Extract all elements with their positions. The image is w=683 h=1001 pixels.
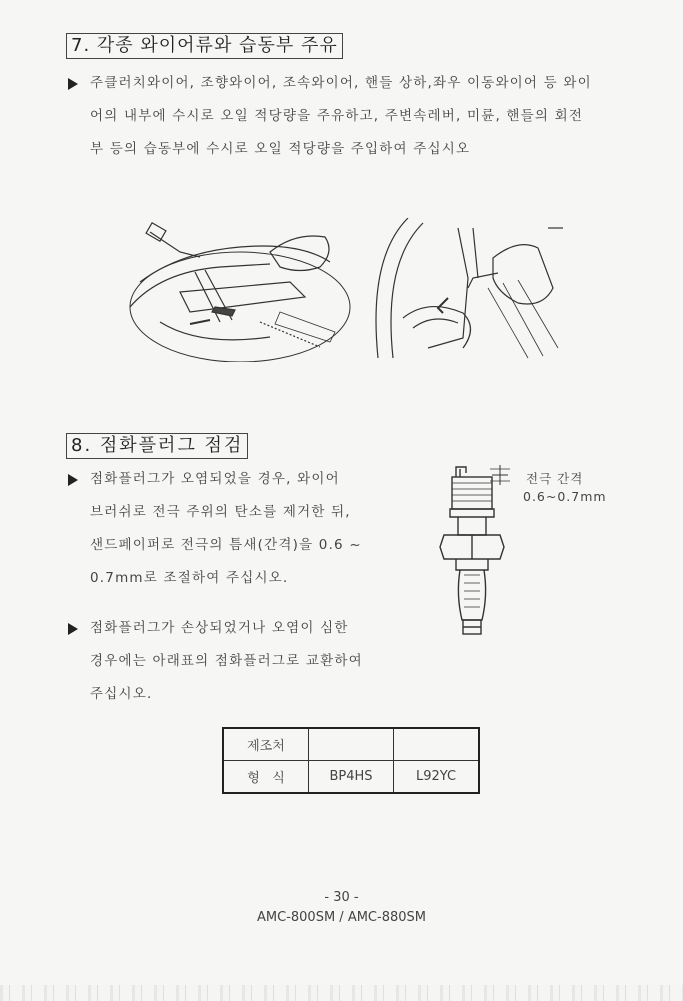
paragraph-line: 주클러치와이어, 조향와이어, 조속와이어, 핸들 상하,좌우 이동와이어 등 와이 xyxy=(90,75,592,91)
paragraph-line: 샌드페이퍼로 전극의 틈새(간격)을 0.6 ~ xyxy=(90,537,362,553)
paragraph-line: 어의 내부에 수시로 오일 적당량을 주유하고, 주변속레버, 미륜, 핸들의 회전 xyxy=(90,108,584,124)
paragraph-line: 브러쉬로 전극 주위의 탄소를 제거한 뒤, xyxy=(90,504,351,520)
table-row xyxy=(223,761,479,794)
electrode-gap-title: 전극 간격 xyxy=(526,471,584,486)
spark-plug-spec-table xyxy=(222,727,480,794)
paragraph-line: 점화플러그가 오염되었을 경우, 와이어 xyxy=(90,471,340,487)
table-header-cell: 형 식 xyxy=(223,761,309,794)
paragraph-line: 0.7mm로 조절하여 주십시오. xyxy=(90,570,289,586)
bullet-icon xyxy=(68,78,78,90)
spark-plug-icon xyxy=(430,455,520,645)
electrode-gap-value: 0.6~0.7mm xyxy=(523,489,607,504)
table-cell xyxy=(309,728,394,761)
section-7-paragraph xyxy=(90,67,592,166)
paragraph-line: 부 등의 습동부에 수시로 오일 적당량을 주입하여 주십시오 xyxy=(90,141,471,157)
bullet-icon xyxy=(68,474,78,486)
lever-lubrication-illustration xyxy=(368,218,568,363)
electrode-gap-label xyxy=(523,470,607,506)
table-cell: BP4HS xyxy=(309,761,394,794)
wire-lubrication-illustration xyxy=(120,212,360,362)
page-number: - 30 - xyxy=(324,890,359,905)
table-header-cell: 제조처 xyxy=(223,728,309,761)
table-cell xyxy=(394,728,480,761)
spark-plug-cleaning-paragraph xyxy=(90,463,362,595)
scan-edge xyxy=(0,985,683,1001)
section-8-title: 8. 점화플러그 점검 xyxy=(66,433,248,459)
spark-plug-replacement-paragraph xyxy=(90,612,363,711)
model-name: AMC-800SM / AMC-880SM xyxy=(257,910,426,925)
bullet-icon xyxy=(68,623,78,635)
table-cell: L92YC xyxy=(394,761,480,794)
paragraph-line: 점화플러그가 손상되었거나 오염이 심한 xyxy=(90,620,349,636)
table-row xyxy=(223,728,479,761)
paragraph-line: 주십시오. xyxy=(90,686,153,702)
paragraph-line: 경우에는 아래표의 점화플러그로 교환하여 xyxy=(90,653,363,669)
section-7-title: 7. 각종 와이어류와 습동부 주유 xyxy=(66,33,343,59)
